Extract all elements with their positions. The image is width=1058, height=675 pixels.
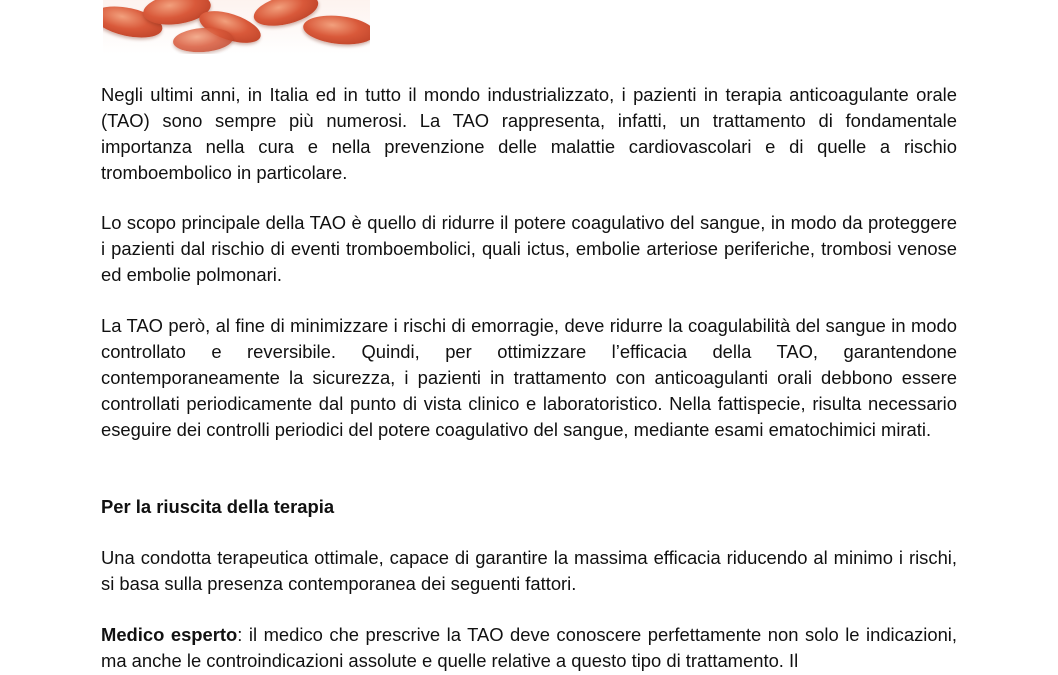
medico-text: : il medico che prescrive la TAO deve conoscere perfettamente non solo le indicazioni, ma anche le controindicazioni assolute e quelle relative a questo tipo di trattamento. Il: [101, 624, 957, 671]
medico-term: Medico esperto: [101, 624, 238, 645]
paragraph-medico: [101, 622, 957, 674]
pills-photo: [103, 0, 370, 54]
paragraph-control: La TAO però, al fine di minimizzare i rischi di emorragie, deve ridurre la coagulabilità del sangue in modo controllato e reversibile. Quindi, per ottimizzare l’efficacia della TAO, garantendone contemporaneamente la sicurezza, i pazienti in trattamento con anticoagulanti orali debbono essere controllati periodicamente dal punto di vista clinico e laboratoristico. Nella fattispecie, risulta necessario eseguire dei controlli periodici del potere coagulativo del sangue, mediante esami ematochimici mirati.: [101, 315, 957, 440]
section-heading: Per la riuscita della terapia: [101, 496, 335, 517]
paragraph-scope: Lo scopo principale della TAO è quello di ridurre il potere coagulativo del sangue, in modo da proteggere i pazienti dal rischio di eventi tromboembolici, quali ictus, embolie arteriose periferiche, trombosi venose ed embolie polmonari.: [101, 212, 957, 285]
paragraph-intro: Negli ultimi anni, in Italia ed in tutto il mondo industrializzato, i pazienti in terapia anticoagulante orale (TAO) sono sempre più numerosi. La TAO rappresenta, infatti, un trattamento di fondamentale importanza nella cura e nella prevenzione delle malattie cardiovascolari e di quelle a rischio tromboembolico in particolare.: [101, 84, 957, 183]
paragraph-conditions: Una condotta terapeutica ottimale, capace di garantire la massima efficacia riducendo al minimo i rischi, si basa sulla presenza contemporanea dei seguenti fattori.: [101, 547, 957, 594]
